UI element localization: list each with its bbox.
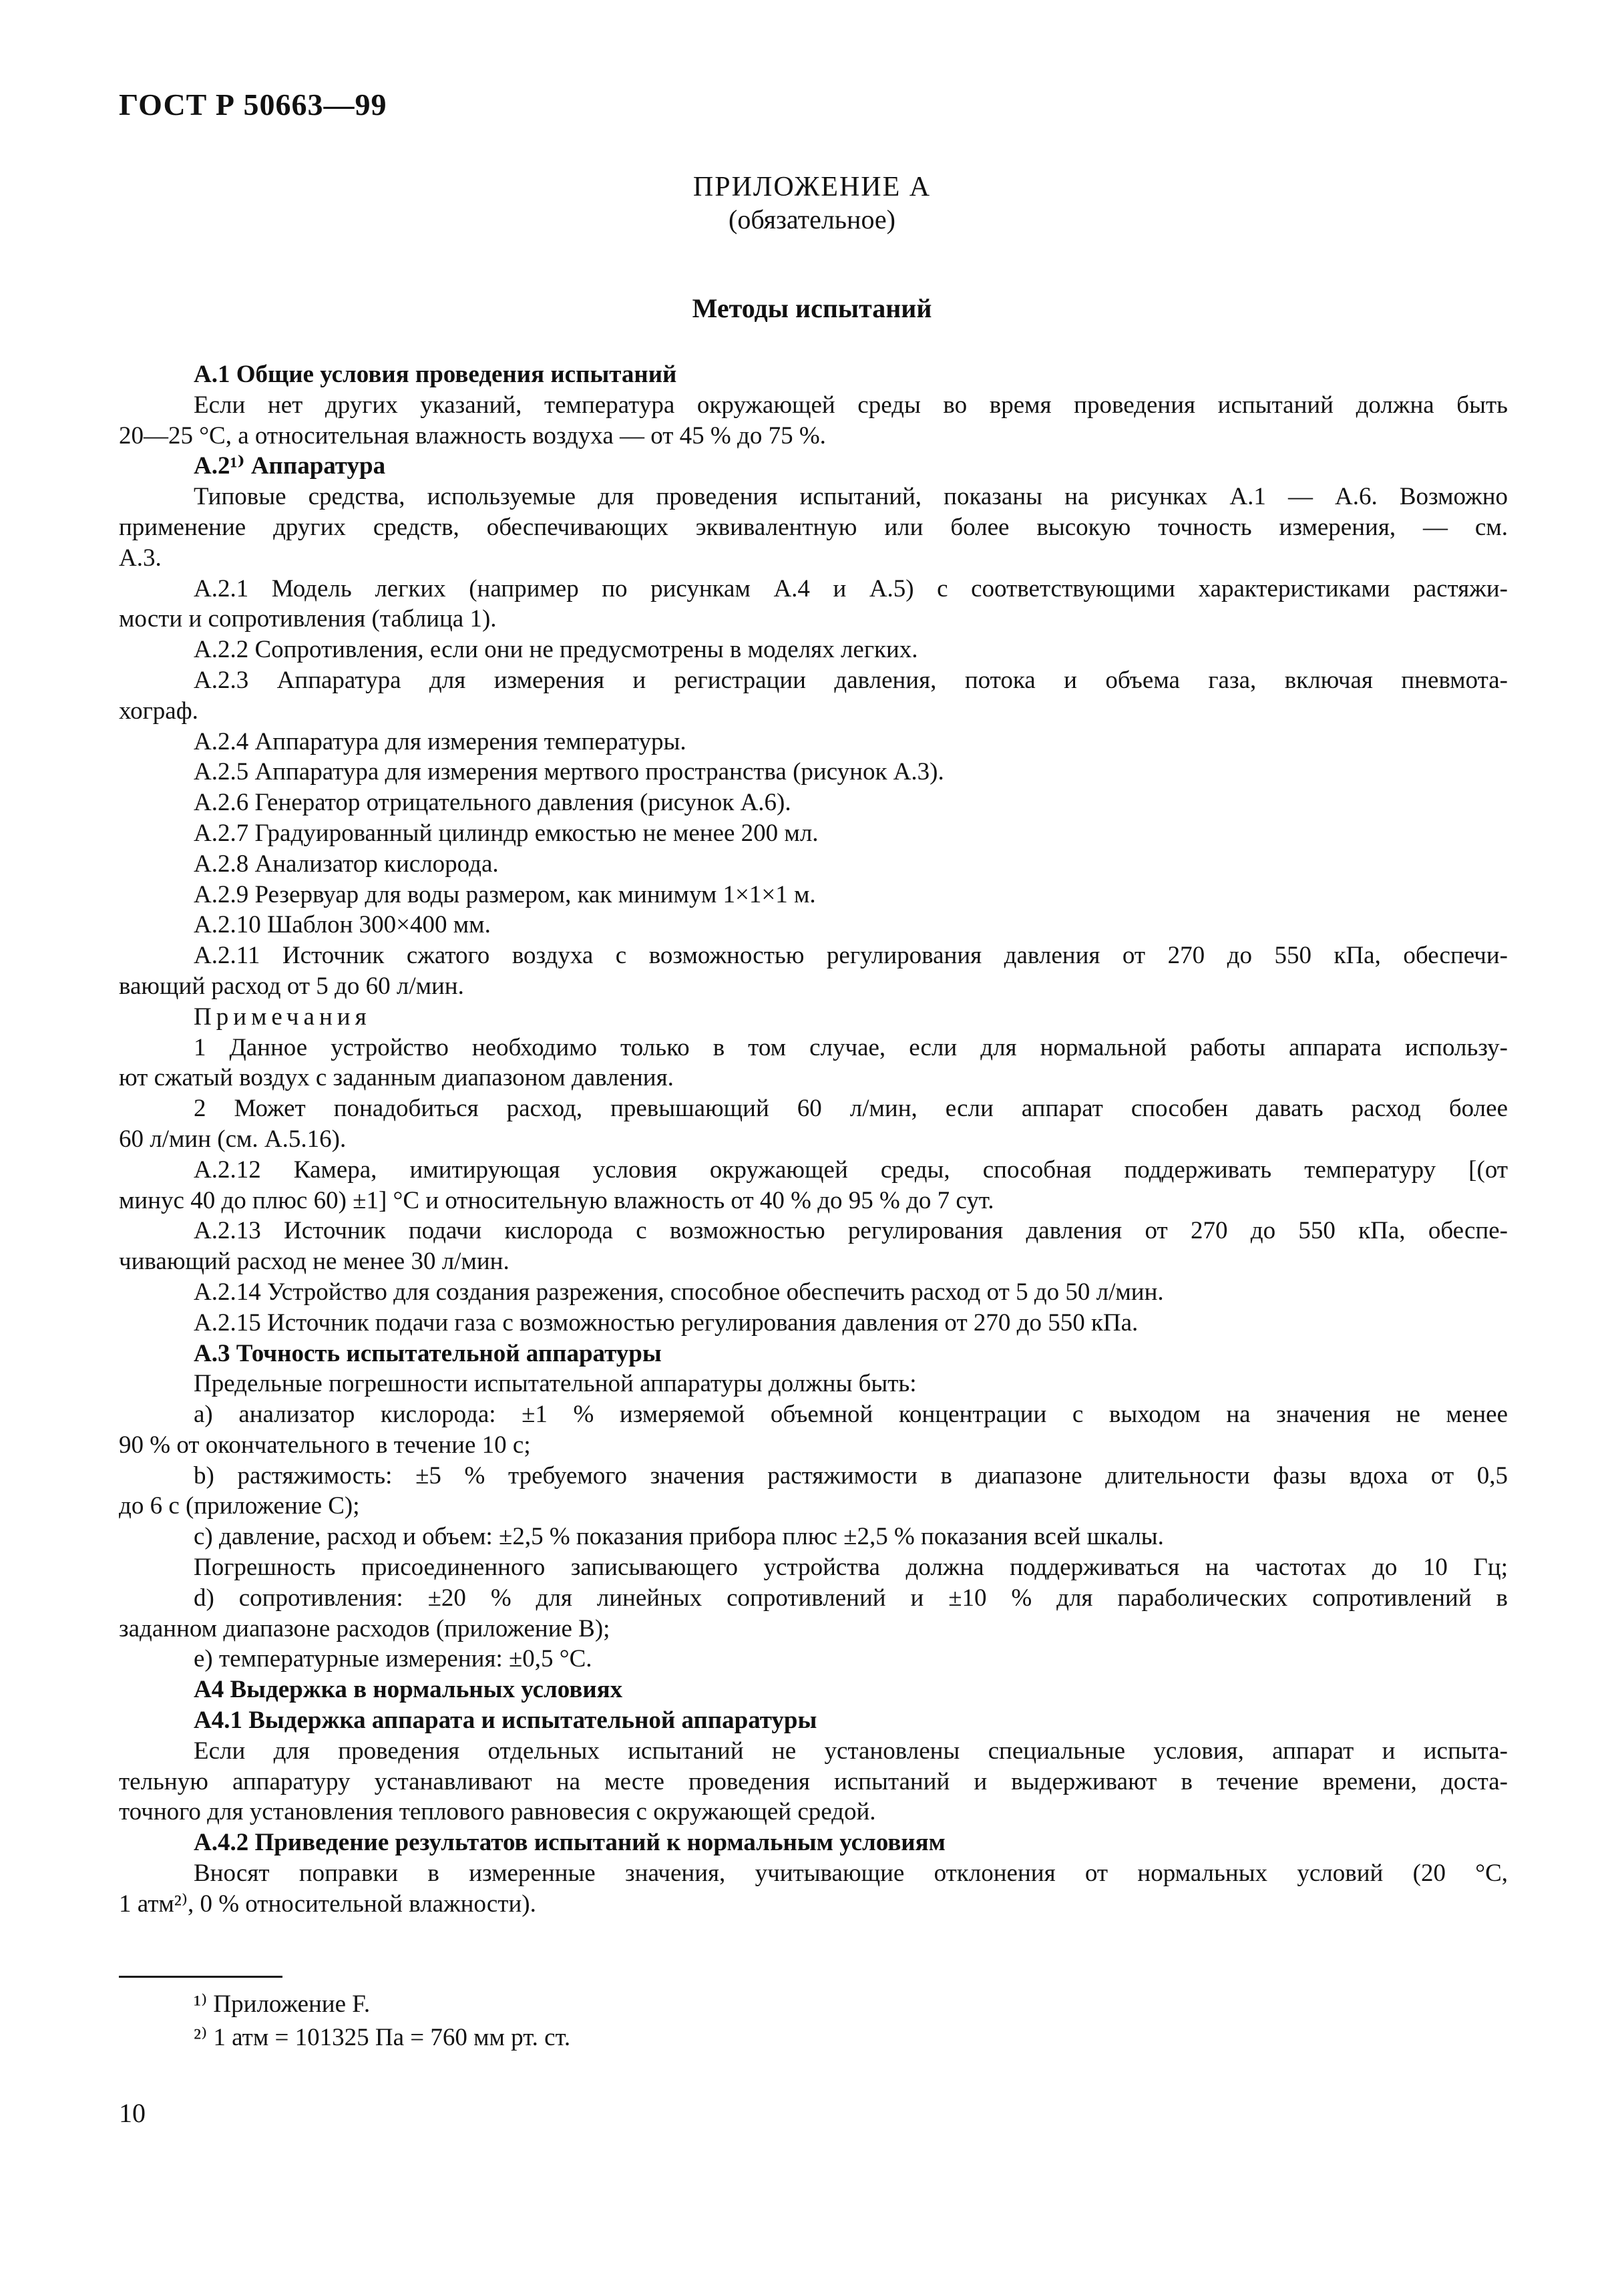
text-line: Вносят поправки в измеренные значения, учитывающие отклонения от нормальных условий (20 °С, (194, 1860, 1508, 1888)
text-line: 2 Может понадобиться расход, превышающий 60 л/мин, если аппарат способен давать расход более (194, 1095, 1508, 1123)
text-line: вающий расход от 5 до 60 л/мин. (119, 972, 464, 1000)
text-line: d) сопротивления: ±20 % для линейных сопротивлений и ±10 % для параболических сопротивлений в (194, 1584, 1508, 1612)
section-subheading: А.2¹⁾ Аппаратура (194, 452, 386, 480)
text-line: тельную аппаратуру устанавливают на месте проведения испытаний и выдерживают в течение времени, доста- (119, 1767, 1508, 1795)
text-line: b) растяжимость: ±5 % требуемого значения растяжимости в диапазоне длительности фазы вдоха от 0,5 (194, 1461, 1508, 1489)
text-line: Предельные погрешности испытательной аппаратуры должны быть: (194, 1370, 917, 1398)
section-subheading: А4.1 Выдержка аппарата и испытательной аппаратуры (194, 1707, 817, 1735)
footnote-1: ¹⁾ Приложение F. (194, 1990, 371, 2018)
text-line: А.2.13 Источник подачи кислорода с возможностью регулирования давления от 270 до 550 кПа, обеспе- (194, 1217, 1508, 1245)
text-line: А.2.15 Источник подачи газа с возможностью регулирования давления от 270 до 550 кПа. (194, 1308, 1139, 1337)
text-line: А.2.14 Устройство для создания разрежения, способное обеспечить расход от 5 до 50 л/мин. (194, 1278, 1164, 1306)
text-line: 20—25 °С, а относительная влажность воздуха — от 45 % до 75 %. (119, 421, 826, 450)
section-subheading: А.1 Общие условия проведения испытаний (194, 361, 677, 388)
section-subheading: А.3 Точность испытательной аппаратуры (194, 1339, 662, 1367)
text-line: А.2.4 Аппаратура для измерения температуры. (194, 727, 686, 755)
text-line: мости и сопротивления (таблица 1). (119, 605, 497, 633)
text-line: заданном диапазоне расходов (приложение В); (119, 1614, 610, 1642)
footnote-2: ²⁾ 1 атм = 101325 Па = 760 мм рт. ст. (194, 2024, 571, 2051)
text-line: минус 40 до плюс 60) ±1] °С и относительную влажность от 40 % до 95 % до 7 сут. (119, 1186, 994, 1214)
text-line: А.2.10 Шаблон 300×400 мм. (194, 911, 491, 939)
appendix-title: ПРИЛОЖЕНИЕ А (692, 172, 932, 202)
text-line: А.2.12 Камера, имитирующая условия окружающей среды, способная поддерживать температуру [(от (194, 1156, 1508, 1184)
section-heading: Методы испытаний (692, 293, 932, 323)
text-line: А.2.2 Сопротивления, если они не предусмотрены в моделях легких. (194, 636, 918, 664)
text-line: до 6 с (приложение С); (119, 1492, 360, 1520)
text-line: Типовые средства, используемые для проведения испытаний, показаны на рисунках А.1 — А.6. Возможно (194, 483, 1508, 511)
text-line: хограф. (119, 697, 198, 725)
text-line: 1 атм²⁾, 0 % относительной влажности). (119, 1890, 536, 1918)
text-line: А.2.8 Анализатор кислорода. (194, 850, 499, 878)
text-line: А.2.3 Аппаратура для измерения и регистрации давления, потока и объема газа, включая пневмота- (194, 666, 1508, 694)
text-line: чивающий расход не менее 30 л/мин. (119, 1248, 510, 1276)
text-line: А.2.5 Аппаратура для измерения мертвого пространства (рисунок А.3). (194, 758, 944, 786)
text-line: применение других средств, обеспечивающих эквивалентную или более высокую точность измерения, — см. (119, 513, 1508, 541)
text-line: А.2.7 Градуированный цилиндр емкостью не менее 200 мл. (194, 819, 819, 847)
body-text (119, 359, 1508, 1920)
text-line: А.2.9 Резервуар для воды размером, как минимум 1×1×1 м. (194, 880, 816, 908)
text-line: Погрешность присоединенного записывающего устройства должна поддерживаться на частотах до 10 Гц; (194, 1554, 1508, 1582)
text-line: 60 л/мин (см. А.5.16). (119, 1125, 347, 1153)
text-line: a) анализатор кислорода: ±1 % измеряемой объемной концентрации с выходом на значения не менее (194, 1401, 1508, 1429)
section-subheading: А.4.2 Приведение результатов испытаний к нормальным условиям (194, 1829, 946, 1857)
standard-code: ГОСТ Р 50663—99 (119, 87, 387, 122)
text-line: ют сжатый воздух с заданным диапазоном давления. (119, 1064, 674, 1092)
appendix-kind: (обязательное) (729, 204, 895, 234)
text-line: 1 Данное устройство необходимо только в том случае, если для нормальной работы аппарата использу- (194, 1033, 1508, 1061)
section-subheading: А4 Выдержка в нормальных условиях (194, 1676, 623, 1704)
page-number: 10 (119, 2098, 146, 2128)
text-line: 90 % от окончательного в течение 10 с; (119, 1431, 531, 1459)
text-line: А.3. (119, 544, 162, 572)
text-line: Если нет других указаний, температура окружающей среды во время проведения испытаний должна быть (194, 391, 1508, 419)
text-line: Если для проведения отдельных испытаний не установлены специальные условия, аппарат и испыта- (194, 1737, 1508, 1765)
text-line: e) температурные измерения: ±0,5 °С. (194, 1645, 592, 1673)
text-line: c) давление, расход и объем: ±2,5 % показания прибора плюс ±2,5 % показания всей шкалы. (194, 1523, 1164, 1551)
text-line: Примечания (194, 1003, 371, 1031)
text-line: А.2.6 Генератор отрицательного давления (рисунок А.6). (194, 789, 791, 817)
text-line: А.2.1 Модель легких (например по рисункам А.4 и А.5) с соответствующими характеристиками растяжи- (194, 574, 1508, 602)
text-line: точного для установления теплового равновесия с окружающей средой. (119, 1798, 876, 1826)
text-line: А.2.11 Источник сжатого воздуха с возможностью регулирования давления от 270 до 550 кПа, обеспечи- (194, 942, 1508, 970)
footnote-separator (119, 1976, 282, 1978)
